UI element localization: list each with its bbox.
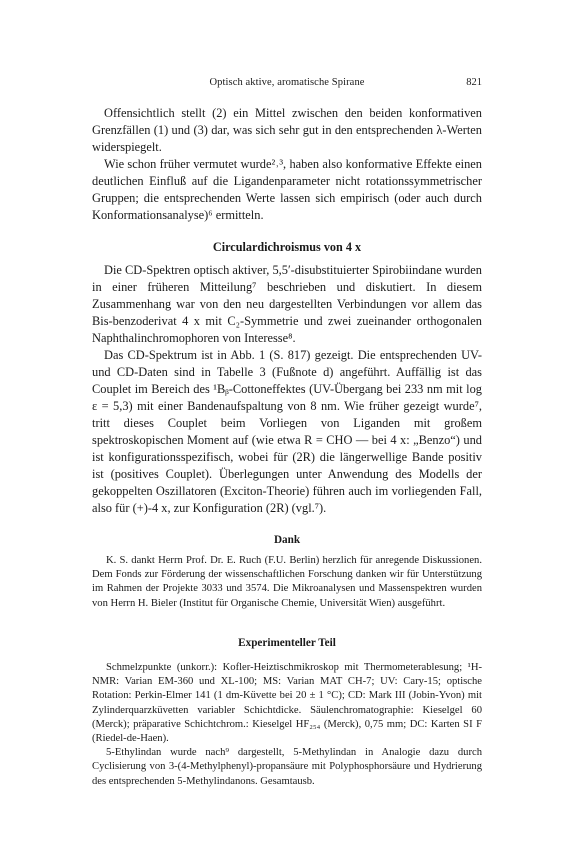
page-number: 821 (466, 77, 482, 88)
experimental-body (92, 661, 482, 789)
dank-body (92, 554, 482, 611)
paragraph-experimental-1: Schmelzpunkte (unkorr.): Kofler-Heiztischmikroskop mit Thermometerablesung; ¹H-NMR: Varian EM-360 und XL-100; MS: Varian MAT CH-7; UV: Cary-15; optische Rotation: Perkin-Elmer 141 (1 dm-Küvette bei 20 ± 1 °C); CD: Mark III (Jobin-Yvon) mit Zylinderquarzküvetten variabler Schichtdicke. Säulenchromatographie: Kieselgel 60 (Merck); präparative Schichtchrom.: Kieselgel HF₂₅₄ (Merck), 0,75 mm; DC: Karten SI F (Riedel-de-Haen). (92, 662, 482, 745)
section-heading-experimental: Experimenteller Teil (238, 637, 336, 649)
experimental-section (92, 637, 482, 649)
dank-section (92, 534, 482, 546)
cd-section (92, 240, 482, 255)
section-heading-cd: Circulardichroismus von 4 x (212, 240, 362, 254)
paragraph-dank: K. S. dankt Herrn Prof. Dr. E. Ruch (F.U. Berlin) herzlich für anregende Diskussionen. Dem Fonds zur Förderung der wissenschaftlichen Forschung danken wir für Unterstützung im Rahmen der Projekte 3033 und 3574. Die Mikroanalysen und Massenspektren wurden von Herrn H. Bieler (Institut für Organische Chemie, Universität Wien) ausgeführt. (92, 555, 482, 609)
cd-section-body (92, 262, 482, 517)
paragraph-intro-1: Offensichtlich stellt (2) ein Mittel zwischen den beiden konformativen Grenzfällen (1) und (3) dar, was sich sehr gut in den entsprechenden λ-Werten widerspiegelt. (92, 106, 482, 154)
paragraph-cd-1: Die CD-Spektren optisch aktiver, 5,5′-disubstituierter Spirobiindane wurden in einer früheren Mitteilung⁷ beschrieben und diskutiert. In diesem Zusammenhang war von den neu dargestellten Verbindungen vor allem das Bis-benzoderivat 4 x mit C₂-Symmetrie und zwei zueinander orthogonalen Naphthalinchromophoren von Interesse⁸. (92, 263, 482, 345)
running-header (92, 77, 482, 93)
paragraph-cd-2: Das CD-Spektrum ist in Abb. 1 (S. 817) gezeigt. Die entsprechenden UV- und CD-Daten sind in Tabelle 3 (Fußnote d) angeführt. Auffällig ist das Couplet im Bereich des ¹Bᵦ-Cottoneffektes (UV-Übergang bei 233 nm mit log ε = 5,3) mit einer Bandenaufspaltung von 8 nm. Wie früher gezeigt wurde⁷, tritt dieses Couplet beim Vorliegen von Liganden mit großem spektroskopischen Moment auf (wie etwa R = CHO — bei 4 x: „Benzo“) und ist konfigurationsspezifisch, wobei für (2R) die längerwellige Bande positiv ist (positives Couplet). Überlegungen unter Anwendung des Modells der gekoppelten Oszillatoren (Exciton-Theorie) führen auch im vorliegenden Fall, also für (+)-4 x, zur Konfiguration (2R) (vgl.⁷). (92, 348, 482, 515)
section-heading-dank: Dank (273, 534, 301, 546)
running-title: Optisch aktive, aromatische Spirane (209, 77, 365, 88)
paragraph-intro-2: Wie schon früher vermutet wurde²˒³, haben also konformative Effekte einen deutlichen Einfluß auf die Ligandenparameter nicht rotationssymmetrischer Gruppen; die entsprechenden Werte lassen sich empirisch (oder auch durch Konformationsanalyse)⁶ ermitteln. (92, 157, 482, 222)
intro-block (92, 105, 482, 224)
paragraph-experimental-2: 5-Ethylindan wurde nach⁹ dargestellt, 5-Methylindan in Analogie dazu durch Cyclisierung von 3-(4-Methylphenyl)-propansäure mit Polyphosphorsäure und Hydrierung des entsprechenden 5-Methylindanons. Gesamtausb. (92, 747, 482, 787)
